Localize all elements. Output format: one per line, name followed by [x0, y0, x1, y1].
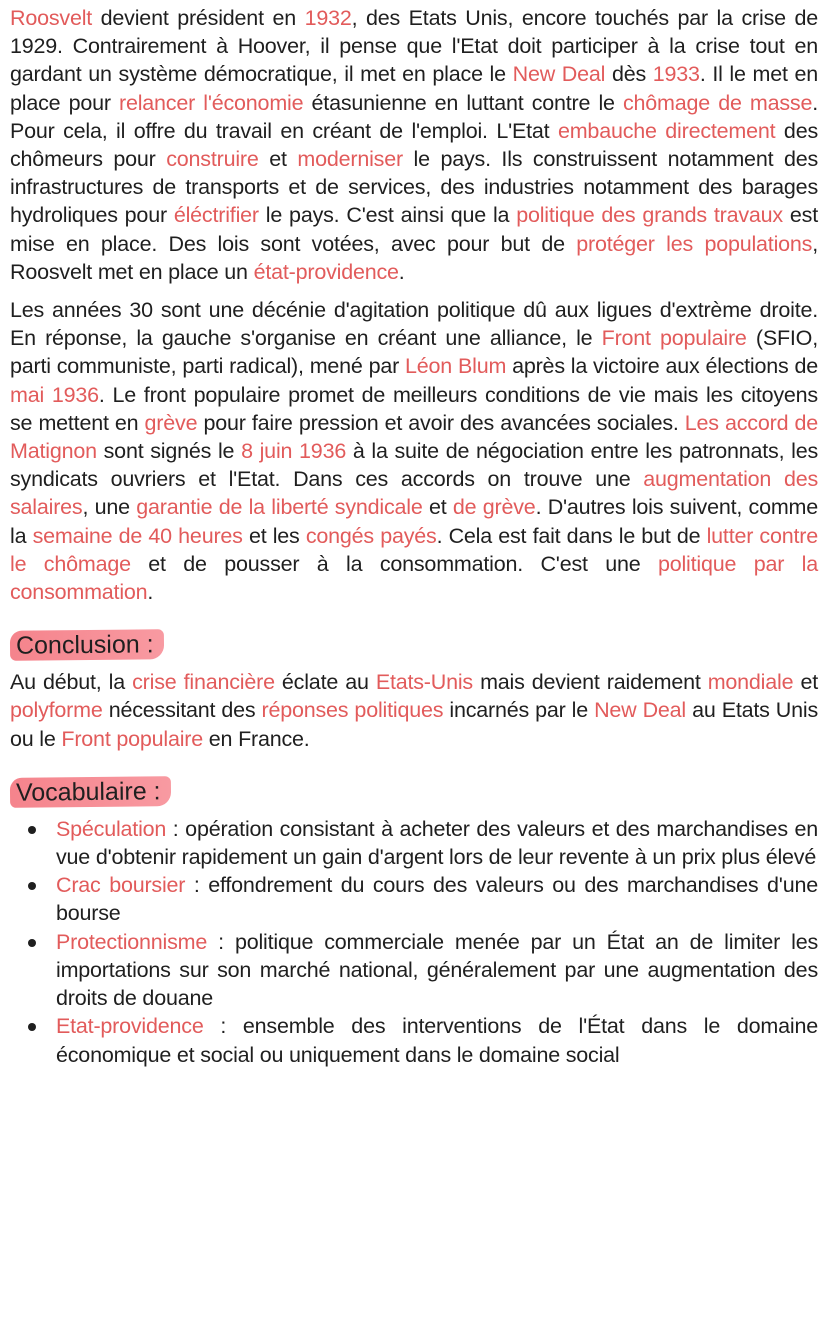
- highlighted-term: 1932: [304, 6, 352, 30]
- vocabulary-definition: : opération consistant à acheter des valeurs et des marchandises en vue d'obtenir rapidement un gain d'argent lors de leur revente à un prix plus élevé: [56, 816, 818, 870]
- highlighted-term: crise financière: [132, 670, 275, 695]
- text-segment: incarnés par le: [443, 698, 595, 723]
- highlighted-term: relancer l'économie: [119, 90, 304, 115]
- highlighted-term: 1933: [652, 62, 700, 87]
- highlighted-term: garantie de la liberté syndicale: [136, 495, 423, 520]
- highlighted-term: mai 1936: [10, 382, 99, 407]
- text-segment: devient président en: [92, 6, 305, 30]
- highlighted-term: Les accord de Matignon: [10, 410, 818, 464]
- highlighted-term: construire: [166, 147, 259, 172]
- vocabulary-item: [56, 871, 818, 927]
- vocabulary-term: Spéculation: [56, 816, 167, 841]
- text-segment: (SFIO, parti communiste, parti radical), mené par: [10, 326, 818, 379]
- text-segment: et: [793, 670, 818, 695]
- text-segment: éclate au: [274, 670, 376, 695]
- text-segment: et les: [242, 523, 306, 548]
- vocabulary-section: [10, 777, 818, 1069]
- highlighted-term: embauche directement: [557, 118, 776, 143]
- paragraph-front-populaire: [10, 296, 818, 606]
- highlighted-term: Roosvelt: [10, 6, 93, 30]
- highlighted-term: New Deal: [512, 62, 606, 87]
- conclusion-section: [10, 630, 818, 753]
- text-segment: après la victoire aux élections de: [506, 354, 818, 379]
- text-segment: étasunienne en luttant contre le: [303, 90, 623, 115]
- highlighted-term: grève: [144, 410, 198, 435]
- highlighted-term: semaine de 40 heures: [32, 523, 243, 548]
- conclusion-text: [10, 668, 818, 753]
- text-segment: . Pour cela, il offre du travail en créant de l'emploi. L'Etat: [10, 90, 818, 143]
- vocabulary-item: [56, 1012, 818, 1068]
- highlighted-term: augmentation des salaires: [10, 467, 819, 520]
- vocabulary-term: Etat-providence: [56, 1014, 204, 1039]
- text-segment: . Le front populaire promet de meilleurs conditions de vie mais les citoyens se mettent en: [10, 382, 818, 435]
- highlighted-term: protéger les populations: [576, 231, 813, 256]
- text-segment: . Cela est fait dans le but de: [436, 523, 707, 548]
- vocabulary-list: [10, 815, 818, 1069]
- text-segment: et: [422, 495, 453, 520]
- text-segment: , une: [82, 495, 137, 520]
- highlighted-term: Etats-Unis: [375, 670, 473, 695]
- vocabulary-term: Crac boursier: [56, 873, 186, 898]
- highlighted-term: mondiale: [707, 670, 794, 695]
- highlighted-term: état-providence: [253, 259, 399, 284]
- conclusion-heading: Conclusion :: [10, 629, 164, 661]
- text-segment: , Roosvelt met en place un: [10, 231, 819, 284]
- highlighted-term: chômage de masse: [622, 90, 813, 115]
- highlighted-term: Léon Blum: [405, 354, 507, 379]
- text-segment: au Etats Unis ou le: [10, 698, 818, 751]
- vocabulary-term: Protectionnisme: [56, 929, 208, 954]
- highlighted-term: moderniser: [297, 147, 403, 172]
- text-segment: en France.: [203, 726, 310, 751]
- vocabulary-definition: : effondrement du cours des valeurs ou des marchandises d'une bourse: [56, 873, 818, 926]
- highlighted-term: Front populaire: [601, 326, 747, 351]
- text-segment: . D'autres lois suivent, comme la: [10, 495, 819, 548]
- text-segment: est mise en place. Des lois sont votées, avec pour but de: [10, 203, 818, 256]
- paragraph-new-deal: [10, 4, 818, 286]
- highlighted-term: congés payés: [305, 523, 437, 548]
- text-segment: , des Etats Unis, encore touchés par la crise de 1929. Contrairement à Hoover, il pense que l'Etat doit participer à la crise tout en gardant un système démocratique, il met en place le: [10, 6, 819, 87]
- highlighted-term: Front populaire: [61, 726, 204, 751]
- vocabulary-heading: Vocabulaire :: [10, 776, 171, 808]
- text-segment: à la suite de négociation entre les patronnats, les syndicats ouvriers et l'Etat. Dans ces accords on trouve une: [10, 439, 818, 492]
- vocabulary-definition: : politique commerciale menée par un État an de limiter les importations sur son marché national, généralement par une augmentation des droits de douane: [56, 929, 818, 1011]
- text-segment: pour faire pression et avoir des avancées sociales.: [197, 410, 685, 435]
- highlighted-term: 8 juin 1936: [241, 439, 347, 464]
- text-segment: .: [398, 259, 405, 284]
- text-segment: dès: [605, 62, 653, 87]
- text-segment: Au début, la: [10, 670, 133, 695]
- vocabulary-item: [56, 815, 818, 871]
- highlighted-term: lutter contre le chômage: [10, 523, 818, 576]
- text-segment: .: [147, 580, 154, 605]
- text-segment: mais devient raidement: [472, 670, 708, 695]
- text-segment: sont signés le: [96, 439, 242, 464]
- text-segment: et de pousser à la consommation. C'est une: [130, 551, 658, 576]
- highlighted-term: de grève: [452, 495, 536, 520]
- highlighted-term: politique des grands travaux: [516, 203, 783, 228]
- text-segment: et: [258, 147, 298, 172]
- text-segment: des chômeurs pour: [10, 118, 818, 172]
- text-segment: . Il le met en place pour: [10, 62, 818, 115]
- highlighted-term: politique par la consommation: [10, 551, 818, 605]
- highlighted-term: polyforme: [10, 698, 103, 723]
- highlighted-term: éléctrifier: [173, 203, 259, 228]
- text-segment: le pays. Ils construissent notamment des infrastructures de transports et de services, des industries notamment des barages hydroliques pour: [10, 147, 819, 228]
- vocabulary-definition: : ensemble des interventions de l'État dans le domaine économique et social ou uniquement dans le domaine social: [56, 1014, 818, 1067]
- text-segment: nécessitant des: [102, 698, 262, 723]
- highlighted-term: New Deal: [594, 698, 687, 723]
- text-segment: Les années 30 sont une décénie d'agitation politique dû aux ligues d'extrème droite. En réponse, la gauche s'organise en créant une alliance, le: [10, 298, 818, 351]
- highlighted-term: réponses politiques: [261, 698, 444, 723]
- text-segment: le pays. C'est ainsi que la: [258, 203, 517, 228]
- vocabulary-item: [56, 928, 818, 1013]
